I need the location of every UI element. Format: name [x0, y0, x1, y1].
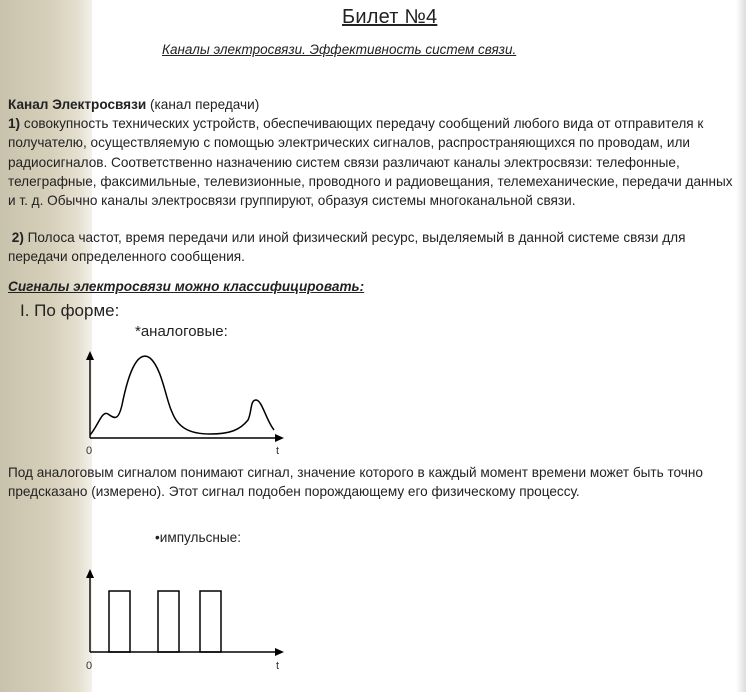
analog-x-arrow — [275, 434, 284, 442]
definition-paragraph — [8, 95, 736, 210]
pulse-signal-label: •импульсные: — [155, 530, 241, 545]
definition-item-2 — [8, 228, 736, 266]
analog-signal-label: *аналоговые: — [135, 323, 228, 340]
analog-signal-graph — [80, 350, 300, 462]
pulse-origin-label: 0 — [86, 660, 93, 672]
analog-description: Под аналоговым сигналом понимают сигнал, значение которого в каждый момент времени может быть точно предсказано (измерено). Этот сигнал подобен порождающему его физическому процессу. — [8, 465, 703, 500]
page-edge-shadow — [736, 0, 746, 692]
analog-axis-t-label: t — [276, 445, 280, 457]
analog-origin-label: 0 — [86, 445, 93, 457]
pulse-3 — [200, 591, 221, 652]
item-2-number: 2) — [11, 230, 24, 245]
pulse-axis-t-label: t — [276, 660, 280, 672]
pulse-2 — [158, 591, 179, 652]
pulse-x-arrow — [275, 648, 284, 656]
by-form-heading: I. По форме: — [20, 301, 120, 320]
pulse-y-arrow — [86, 569, 94, 578]
pulse-1 — [109, 591, 130, 652]
definition-term-note: (канал передачи) — [146, 97, 260, 112]
classification-heading: Сигналы электросвязи можно классифицировать: — [8, 279, 365, 294]
definition-term: Канал Электросвязи — [8, 97, 147, 112]
item-1-number: 1) — [8, 116, 21, 132]
item-2-text: Полоса частот, время передачи или иной физический ресурс, выделяемый в данной системе связи для передачи определенного сообщения. — [8, 230, 686, 265]
page-title: Билет №4 — [342, 6, 438, 28]
analog-y-arrow — [86, 351, 94, 360]
item-1-text: совокупность технических устройств, обеспечивающих передачу сообщений любого вида от отправителя к получателю, осуществляемую с помощью электрических сигналов, распространяющихся по проводам, или радиосигналов. Соответственно назначению систем связи различают каналы электросвязи: телефонные, телеграфные, факсимильные, телевизионные, проводного и радиовещания, телемеханические, передачи данных и т. д. Обычно каналы электросвязи группируют, образуя системы многоканальной связи. — [8, 116, 733, 209]
pulse-signal-graph — [80, 568, 300, 678]
page-subtitle: Каналы электросвязи. Эффективность систем связи. — [162, 42, 517, 57]
analog-signal-curve — [90, 356, 274, 435]
